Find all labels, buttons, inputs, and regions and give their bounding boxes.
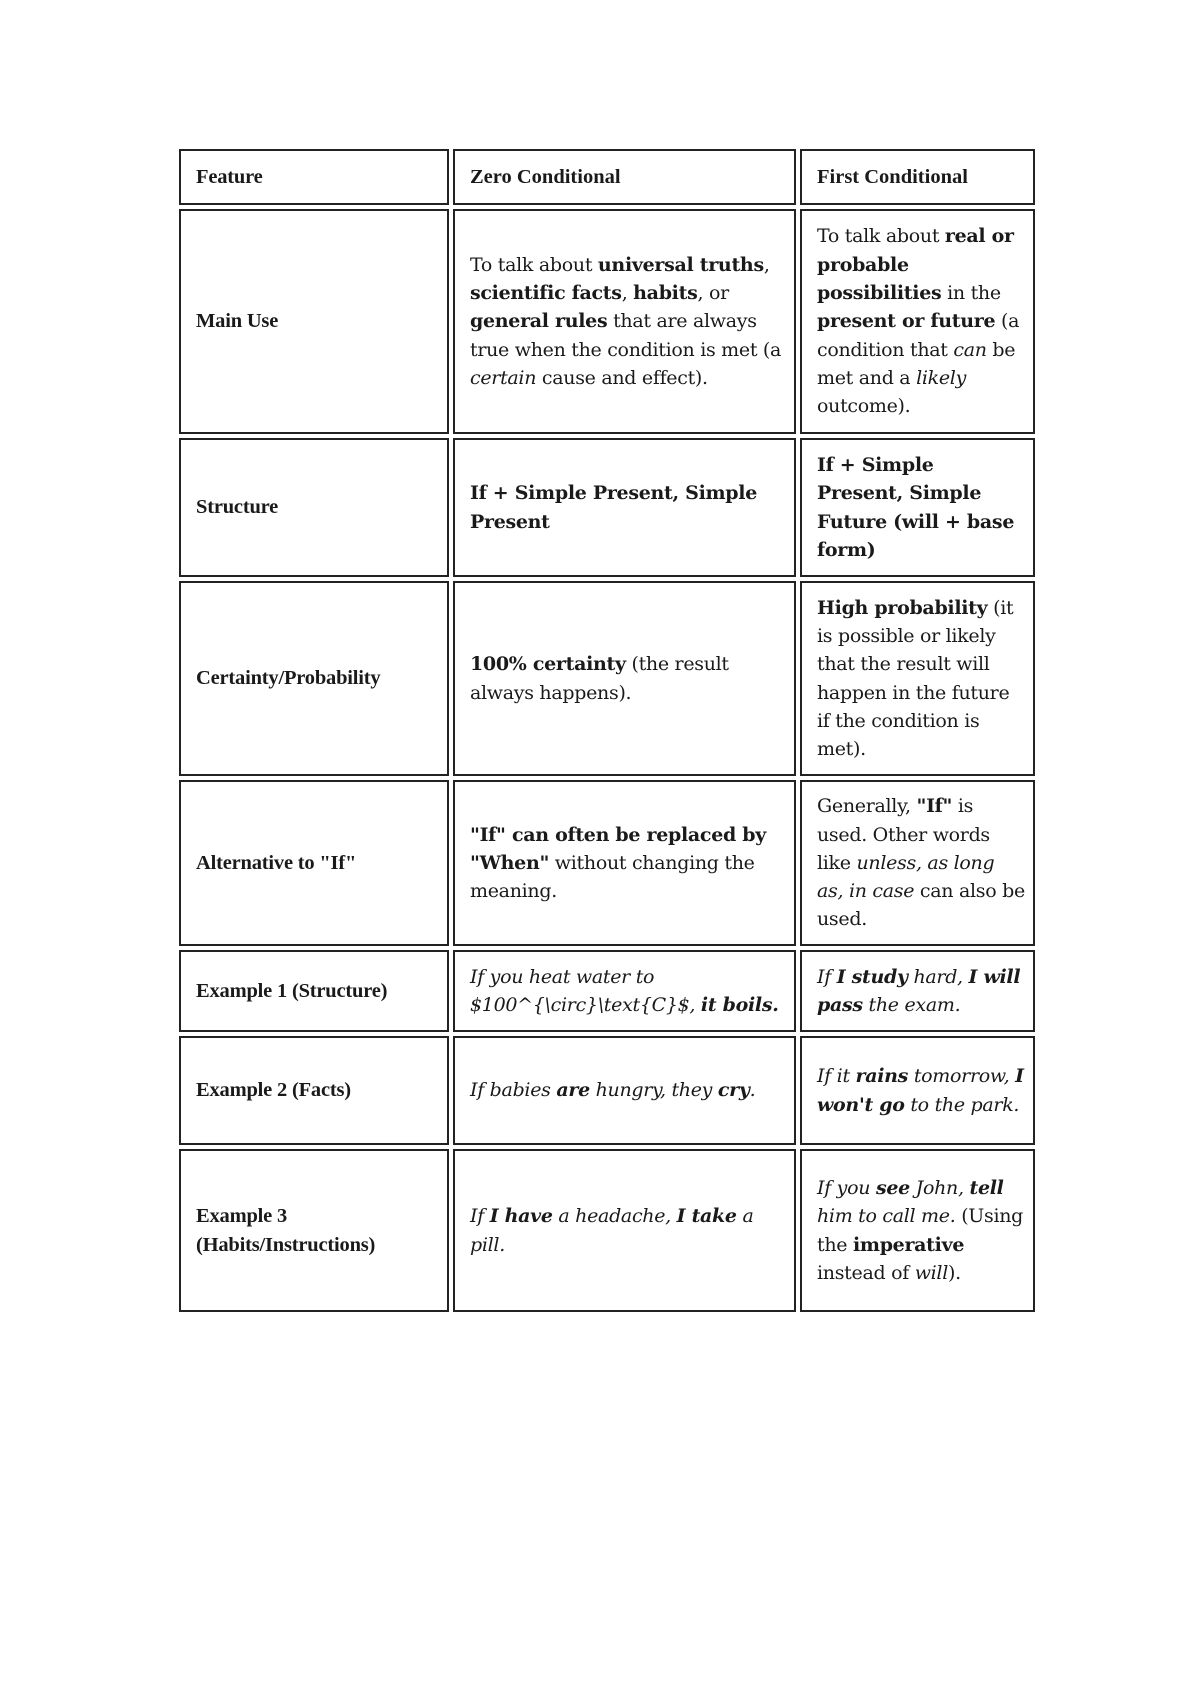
row-feature-main-use: Main Use <box>179 209 449 434</box>
header-feature: Feature <box>179 149 449 205</box>
text-segment: hungry, they <box>589 1079 718 1102</box>
text-segment: High probability <box>817 596 988 619</box>
text-segment: real or probable possibilities <box>817 225 1014 305</box>
text-segment: scientific facts <box>470 282 622 305</box>
text-segment: If <box>817 965 837 988</box>
row-feature-example-3: Example 3 (Habits/Instructions) <box>179 1149 449 1312</box>
cell-first-example-1 <box>800 950 1035 1032</box>
text-segment: 100% certainty <box>470 653 626 676</box>
text-segment: in the <box>941 282 1001 305</box>
cell-first-example-3 <box>800 1149 1035 1312</box>
text-segment: If <box>470 1205 490 1228</box>
text-segment: , <box>763 253 770 276</box>
text-segment: I have <box>489 1205 553 1228</box>
text-segment: If + Simple Present, Simple Present <box>470 482 757 533</box>
row-feature-alternative: Alternative to "If" <box>179 780 449 946</box>
text-segment: a pill. <box>470 1205 754 1256</box>
text-segment: (the result always happens). <box>470 653 729 704</box>
text-segment: If you heat water to $100^{\circ}\text{C}$, <box>470 965 701 1016</box>
table-row <box>179 780 1035 946</box>
cell-zero-main-use <box>453 209 796 434</box>
text-segment: likely <box>916 366 966 389</box>
text-segment: I will pass <box>817 965 1021 1016</box>
cell-zero-certainty <box>453 581 796 776</box>
text-segment: will <box>914 1261 948 1284</box>
cell-first-certainty <box>800 581 1035 776</box>
text-segment: it boils. <box>700 994 779 1016</box>
text-segment: general rules <box>470 310 608 333</box>
text-segment: present or future <box>817 310 996 333</box>
text-segment: John, <box>909 1176 970 1199</box>
text-segment: ). <box>947 1261 961 1284</box>
cell-zero-example-1 <box>453 950 796 1032</box>
text-segment: see <box>875 1176 910 1199</box>
text-segment: tell <box>969 1176 1004 1199</box>
cell-zero-example-3 <box>453 1149 796 1312</box>
text-segment: . <box>749 1079 756 1102</box>
table-header-row <box>179 149 1035 205</box>
text-segment: (it is possible or likely that the result will happen in the future if the condition is met). <box>817 596 1014 761</box>
text-segment: instead of <box>817 1261 915 1284</box>
text-segment: If you <box>817 1176 876 1199</box>
text-segment: "If" <box>916 795 953 818</box>
table-row <box>179 438 1035 577</box>
row-feature-example-2: Example 2 (Facts) <box>179 1036 449 1145</box>
text-segment: I take <box>676 1205 737 1228</box>
text-segment: be met and a <box>817 338 1016 389</box>
text-segment: are <box>556 1079 590 1102</box>
cell-zero-alternative <box>453 780 796 946</box>
text-segment: habits <box>633 282 698 305</box>
text-segment: can also be used. <box>817 880 1025 931</box>
row-feature-example-1: Example 1 (Structure) <box>179 950 449 1032</box>
text-segment: , or <box>697 282 729 305</box>
text-segment: If it <box>817 1065 856 1088</box>
text-segment: I study <box>836 965 908 988</box>
cell-first-main-use <box>800 209 1035 434</box>
text-segment: cry <box>717 1079 750 1102</box>
text-segment: outcome). <box>817 395 911 418</box>
cell-first-example-2 <box>800 1036 1035 1145</box>
text-segment: Generally, <box>817 795 917 818</box>
row-feature-certainty: Certainty/Probability <box>179 581 449 776</box>
text-segment: cause and effect). <box>536 366 708 389</box>
cell-first-alternative <box>800 780 1035 946</box>
text-segment: hard, <box>907 965 969 988</box>
table-row <box>179 209 1035 434</box>
text-segment: tomorrow, <box>908 1065 1016 1088</box>
text-segment: "If" can often be replaced by "When" <box>470 823 767 874</box>
text-segment: that are always true when the condition is met (a <box>470 310 782 361</box>
text-segment: unless, as long as, in case <box>817 851 995 903</box>
table-row <box>179 1149 1035 1312</box>
text-segment: certain <box>470 366 537 389</box>
text-segment: To talk about <box>817 225 945 248</box>
table-row <box>179 950 1035 1032</box>
text-segment: a headache, <box>552 1205 677 1228</box>
text-segment: rains <box>855 1065 909 1088</box>
text-segment: him to call me. <box>817 1205 956 1228</box>
text-segment: universal truths <box>597 253 764 276</box>
text-segment: To talk about <box>470 253 598 276</box>
text-segment: can <box>953 338 987 361</box>
row-feature-structure: Structure <box>179 438 449 577</box>
cell-zero-example-2 <box>453 1036 796 1145</box>
text-segment: is used. Other words like <box>817 795 990 874</box>
header-zero-conditional: Zero Conditional <box>453 149 796 205</box>
text-segment: , <box>621 282 634 305</box>
text-segment: I won't go <box>817 1065 1024 1116</box>
header-first-conditional: First Conditional <box>800 149 1035 205</box>
table-row <box>179 581 1035 776</box>
text-segment: imperative <box>852 1233 965 1256</box>
comparison-table <box>175 145 1039 1316</box>
cell-zero-structure <box>453 438 796 577</box>
text-segment: the exam. <box>862 994 961 1016</box>
text-segment: (a condition that <box>817 310 1020 361</box>
table-row <box>179 1036 1035 1145</box>
text-segment: If + Simple Present, Simple Future (will + base form) <box>817 453 1015 561</box>
text-segment: If babies <box>470 1079 557 1102</box>
text-segment: without changing the meaning. <box>470 851 755 903</box>
cell-first-structure <box>800 438 1035 577</box>
text-segment: (Using the <box>817 1205 1024 1256</box>
text-segment: to the park. <box>904 1093 1020 1116</box>
